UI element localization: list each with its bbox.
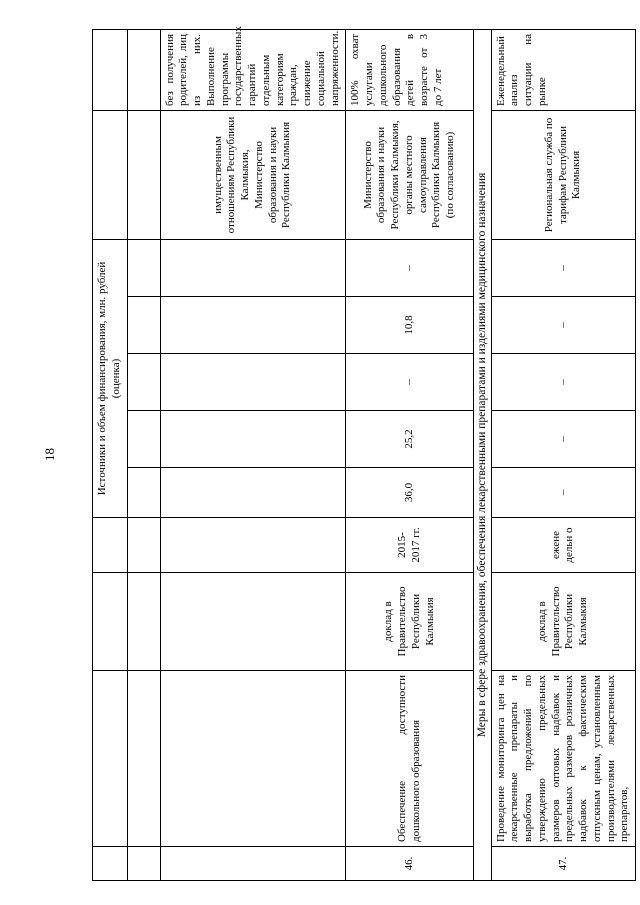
sub-blank-v1 (127, 411, 160, 468)
row47-document: доклад в Правительство Республики Калмыкия (491, 573, 636, 671)
header-blank-name (93, 671, 128, 847)
cont-responsible: имущественным отношениям Республики Калмыкия, Министерство образования и науки Республики Калмыкия (160, 110, 346, 239)
sub-blank-total (127, 468, 160, 518)
header-blank-responsible (93, 110, 128, 239)
sub-blank-num (127, 847, 160, 881)
section-row (474, 29, 491, 880)
rotated-table (92, 26, 631, 881)
cont-total (160, 468, 346, 518)
row46-v2: – (346, 354, 474, 411)
row47-period: ежене дельн о (491, 518, 636, 573)
row46-name: Обеспечение доступности дошкольного образования (346, 671, 474, 847)
sub-blank-v2 (127, 354, 160, 411)
row46-v3: 10,8 (346, 297, 474, 354)
cont-v3 (160, 297, 346, 354)
header-blank-result (93, 29, 128, 110)
row46-v4: – (346, 239, 474, 296)
row46-result: 100% охват услугами дошкольного образования детей в возрасте от 3 до 7 лет (346, 29, 474, 110)
cont-period (160, 518, 346, 573)
rotated-table-stage (92, 26, 631, 881)
row47-v1: – (491, 411, 636, 468)
cont-v2 (160, 354, 346, 411)
measures-table (92, 26, 636, 881)
sub-blank-period (127, 518, 160, 573)
row46-v1: 25,2 (346, 411, 474, 468)
row47-total: – (491, 468, 636, 518)
cont-result: без получения родителей, лиц из них. Выполнение программы государственных гарантий отдельным категориям граждан, снижение социальной напряженности. (160, 29, 346, 110)
header-blank-num (93, 847, 128, 881)
section-title: Меры в сфере здравоохранения, обеспечения лекарственными препаратами и изделиями медицинского назначения (474, 29, 491, 880)
row47-v4: – (491, 239, 636, 296)
sub-blank-doc (127, 573, 160, 671)
page-number: 18 (42, 448, 57, 461)
sub-blank-v3 (127, 297, 160, 354)
row47-result: Еженедельный анализ ситуации на рынке (491, 29, 636, 110)
sub-blank-responsible (127, 110, 160, 239)
row46-document: доклад в Правительство Республики Калмыкия (346, 573, 474, 671)
cont-num (160, 847, 346, 881)
cont-name (160, 671, 346, 847)
header-blank-doc (93, 573, 128, 671)
subheader-row (127, 29, 160, 880)
row46-responsible: Министерство образования и науки Республики Калмыкия, органы местного самоуправления Республики Калмыкия (по согласованию) (346, 110, 474, 239)
row47-number: 47. (491, 847, 636, 881)
sub-blank-result (127, 29, 160, 110)
row46-number: 46. (346, 847, 474, 881)
row47-v3: – (491, 297, 636, 354)
row46-period: 2015-2017 гг. (346, 518, 474, 573)
cont-doc (160, 573, 346, 671)
continuation-row (160, 29, 346, 880)
cont-v4 (160, 239, 346, 296)
header-blank-period (93, 518, 128, 573)
sub-blank-name (127, 671, 160, 847)
table-row-46 (346, 29, 474, 880)
row47-v2: – (491, 354, 636, 411)
sub-blank-v4 (127, 239, 160, 296)
table-row-47 (491, 29, 636, 880)
header-row (93, 29, 128, 880)
row46-total: 36,0 (346, 468, 474, 518)
header-financing: Источники и объем финансирования, млн. рублей (оценка) (93, 239, 128, 517)
row47-responsible: Региональная служба по тарифам Республики Калмыкия (491, 110, 636, 239)
row47-name: Проведение мониторинга цен на лекарственные препараты и выработка предложений по утверждению предельных размеров оптовых надбавок и предельных размеров розничных надбавок к фактическим отпускным ценам, установленным производителями лекарственных препаратов, (491, 671, 636, 847)
cont-v1 (160, 411, 346, 468)
